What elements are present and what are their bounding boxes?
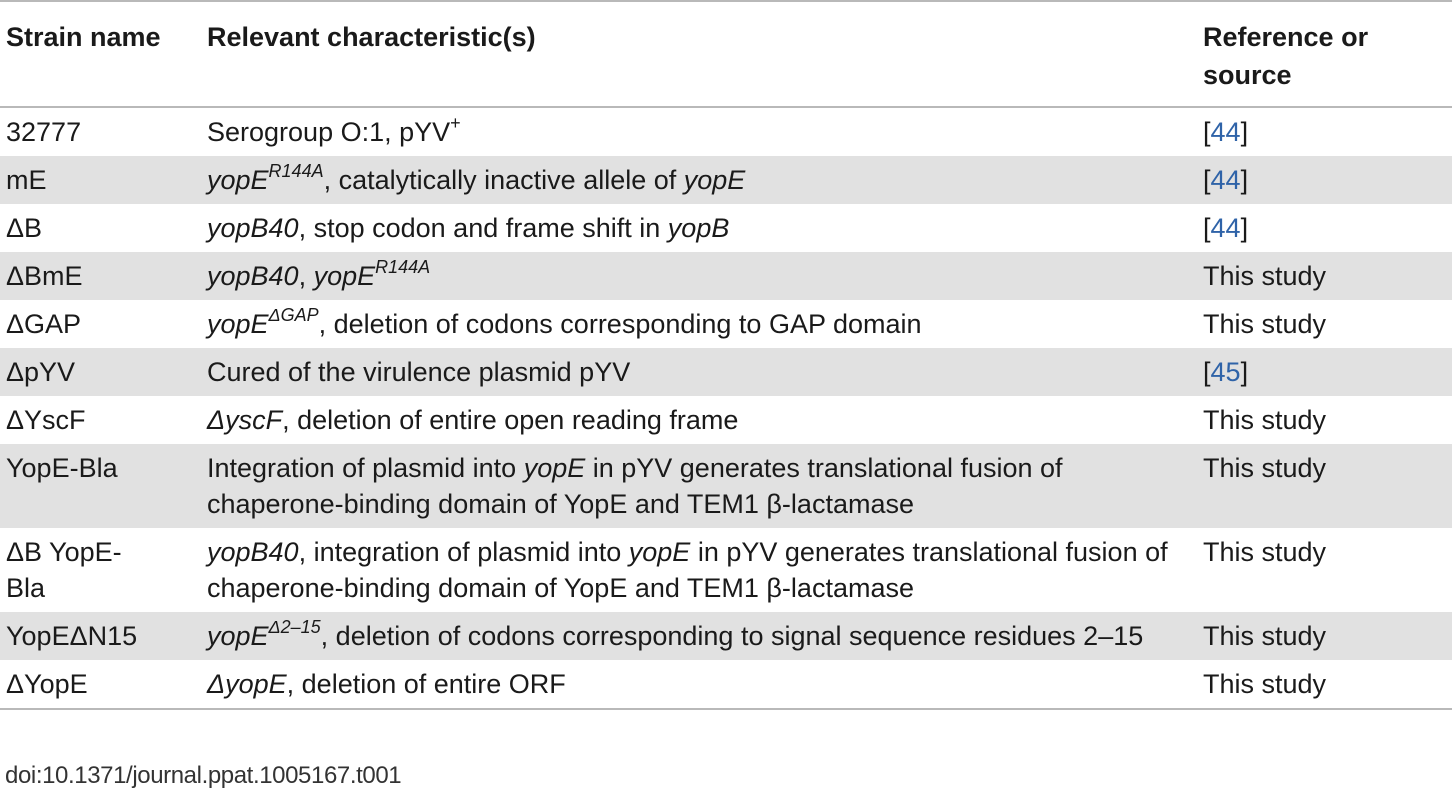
italic-gene-text: ΔyopE [207, 669, 287, 699]
italic-gene-text: yopE [313, 261, 376, 291]
text-span: , [298, 261, 314, 291]
text-span: , catalytically inactive allele of [323, 165, 684, 195]
strain-name-cell: ΔYscF [6, 405, 86, 435]
text-span: This study [1203, 453, 1327, 483]
table-row [0, 444, 1452, 528]
text-span: , stop codon and frame shift in [298, 213, 668, 243]
reference-cell [1203, 348, 1452, 396]
reference-cell [1203, 204, 1452, 252]
header-reference-source: Reference or source [1203, 1, 1452, 107]
italic-gene-text: yopE [207, 309, 269, 339]
text-span: Cured of the virulence plasmid pYV [207, 357, 631, 387]
table-row [0, 252, 1452, 300]
reference-link[interactable]: 45 [1210, 357, 1241, 387]
strain-name-cell: ΔB [6, 213, 43, 243]
text-span: This study [1203, 405, 1327, 435]
text-span: Integration of plasmid into [207, 453, 524, 483]
allele-superscript: R144A [375, 257, 431, 277]
text-span: ] [1240, 165, 1249, 195]
header-row [0, 1, 1452, 107]
characteristic-cell [207, 528, 1203, 612]
reference-cell [1203, 156, 1452, 204]
text-span: This study [1203, 621, 1327, 651]
reference-link[interactable]: 44 [1210, 117, 1241, 147]
italic-gene-text: ΔyscF [207, 405, 283, 435]
strain-name-cell: ΔYopE [6, 669, 88, 699]
reference-cell [1203, 300, 1452, 348]
table-row [0, 156, 1452, 204]
text-span: , deletion of entire ORF [286, 669, 566, 699]
table-row [0, 348, 1452, 396]
text-span: , deletion of codons corresponding to GAP domain [318, 309, 922, 339]
text-span: ] [1240, 213, 1249, 243]
table-row [0, 612, 1452, 660]
italic-gene-text: yopE [683, 165, 746, 195]
strain-name-cell: YopE-Bla [0, 444, 207, 528]
text-span: in pYV generates translational fusion of chaperone-binding domain of YopE and TEM1 β-lactamase [207, 453, 1063, 519]
strain-name-cell: ΔGAP [6, 309, 82, 339]
characteristic-cell [207, 396, 1203, 444]
table-row [0, 107, 1452, 156]
text-span: [ [1203, 357, 1211, 387]
allele-superscript: Δ2–15 [268, 617, 321, 637]
characteristic-cell [207, 660, 1203, 709]
strain-name-cell: ΔBmE [0, 252, 207, 300]
text-span: This study [1203, 309, 1327, 339]
text-span: , deletion of codons corresponding to signal sequence residues 2–15 [320, 621, 1144, 651]
reference-cell [1203, 612, 1452, 660]
header-strain-name: Strain name [0, 1, 207, 107]
characteristic-cell [207, 252, 1203, 300]
allele-superscript: R144A [268, 161, 324, 181]
text-span: , deletion of entire open reading frame [282, 405, 739, 435]
text-span: in pYV generates translational fusion of chaperone-binding domain of YopE and TEM1 β-lactamase [207, 537, 1168, 603]
italic-gene-text: yopB40 [207, 537, 299, 567]
strain-name-cell: YopEΔN15 [0, 612, 207, 660]
characteristic-cell [207, 204, 1203, 252]
reference-cell [1203, 396, 1452, 444]
italic-gene-text: yopE [207, 165, 269, 195]
table-body [0, 107, 1452, 709]
doi-footer: doi:10.1371/journal.ppat.1005167.t001 [5, 762, 402, 789]
text-span: This study [1203, 537, 1327, 567]
reference-link[interactable]: 44 [1210, 165, 1241, 195]
characteristic-cell [207, 348, 1203, 396]
text-span: This study [1203, 261, 1327, 291]
text-span: , integration of plasmid into [298, 537, 629, 567]
text-span: ] [1240, 117, 1249, 147]
text-span: [ [1203, 117, 1211, 147]
header-relevant-characteristics: Relevant characteristic(s) [207, 1, 1203, 107]
characteristic-cell [207, 612, 1203, 660]
reference-cell [1203, 252, 1452, 300]
text-span: Serogroup O:1, pYV [207, 117, 451, 147]
table-row [0, 528, 1452, 612]
text-span: This study [1203, 669, 1327, 699]
italic-gene-text: yopB40 [207, 213, 299, 243]
italic-gene-text: yopB40 [207, 261, 299, 291]
superscript: + [450, 113, 461, 133]
italic-gene-text: yopE [628, 537, 691, 567]
text-span: ] [1240, 357, 1249, 387]
table-row [0, 396, 1452, 444]
italic-gene-text: yopB [667, 213, 730, 243]
strain-name-cell: 32777 [6, 117, 82, 147]
table-row [0, 660, 1452, 709]
strain-name-cell: mE [0, 156, 207, 204]
strain-name-cell: ΔB YopE-Bla [6, 537, 122, 603]
table-row [0, 300, 1452, 348]
reference-link[interactable]: 44 [1210, 213, 1241, 243]
characteristic-cell [207, 300, 1203, 348]
reference-cell [1203, 107, 1452, 156]
allele-superscript: ΔGAP [268, 305, 319, 325]
italic-gene-text: yopE [207, 621, 269, 651]
strain-name-cell: ΔpYV [0, 348, 207, 396]
characteristic-cell [207, 156, 1203, 204]
reference-cell [1203, 528, 1452, 612]
characteristic-cell [207, 444, 1203, 528]
reference-cell [1203, 660, 1452, 709]
text-span: [ [1203, 213, 1211, 243]
text-span: [ [1203, 165, 1211, 195]
characteristic-cell [207, 107, 1203, 156]
italic-gene-text: yopE [523, 453, 586, 483]
table-row [0, 204, 1452, 252]
table-header [0, 1, 1452, 107]
reference-cell [1203, 444, 1452, 528]
